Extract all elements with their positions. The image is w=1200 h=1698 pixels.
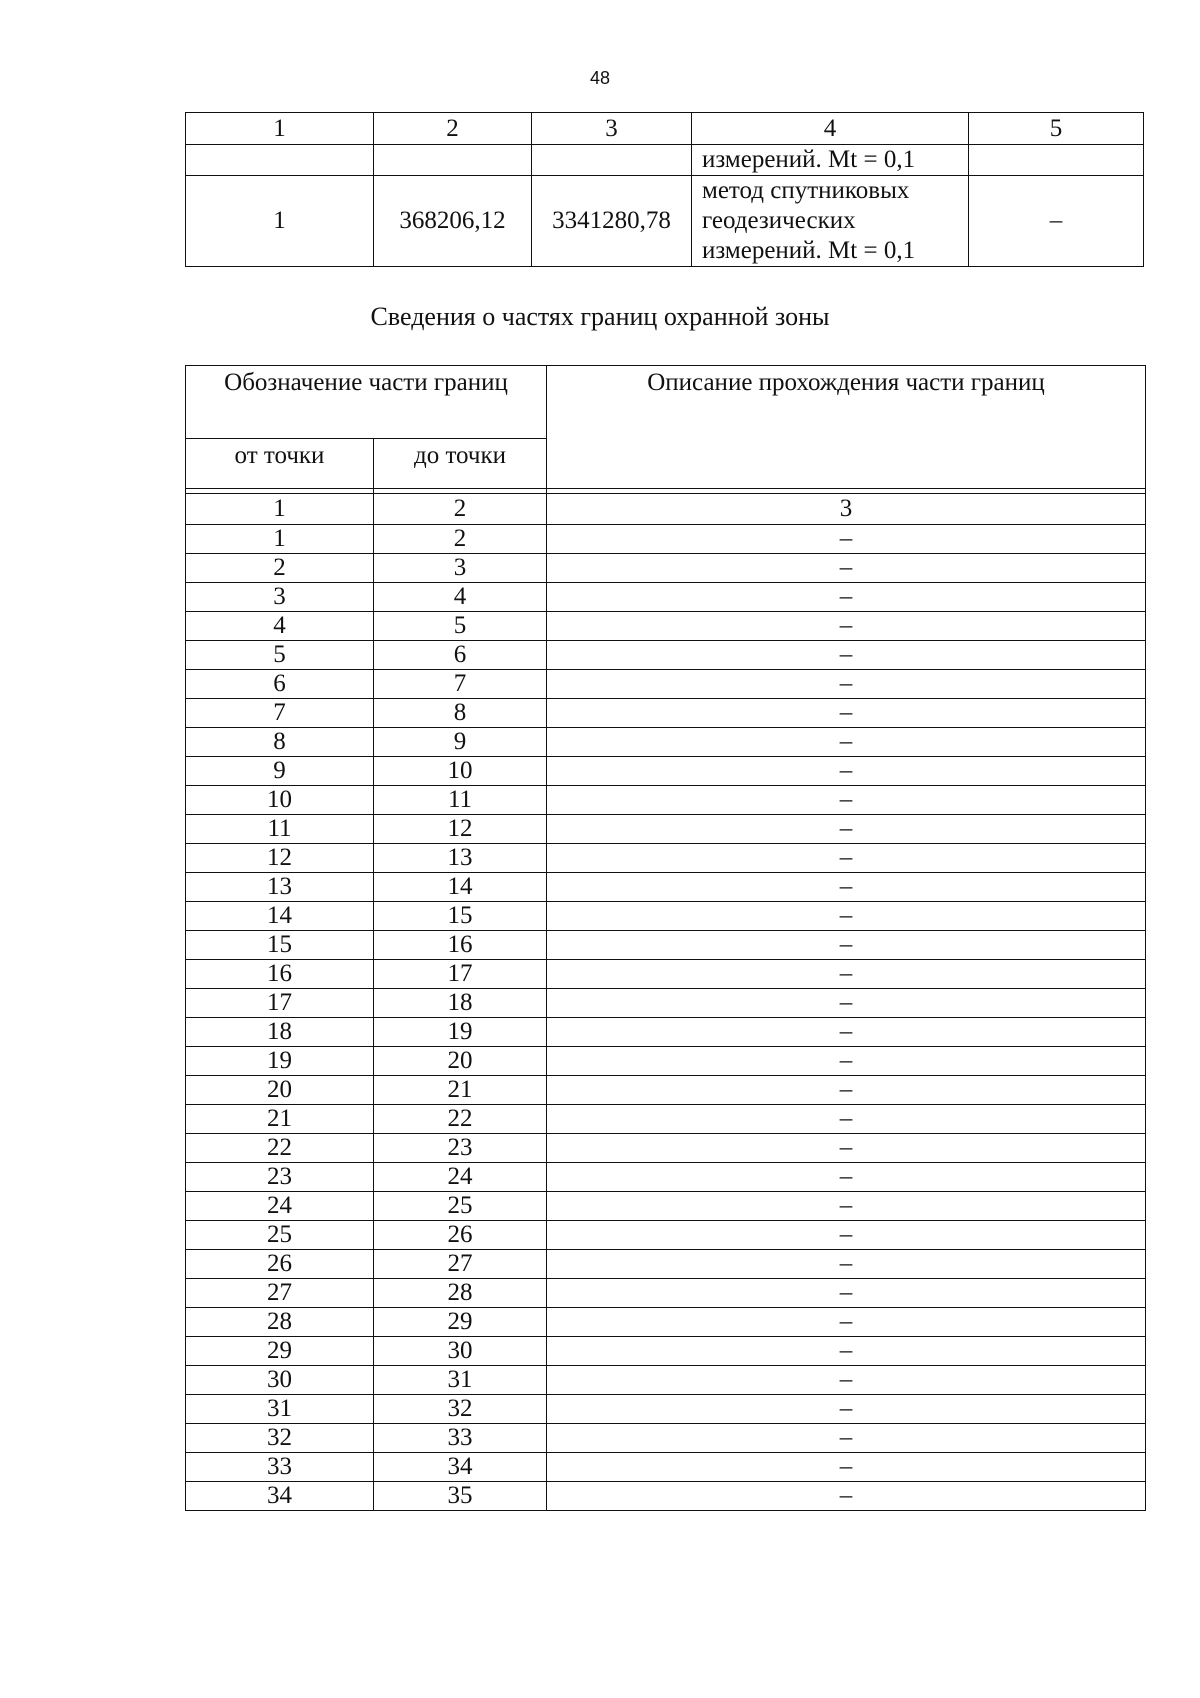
- table-row: [186, 583, 1146, 612]
- table-row: [186, 525, 1146, 554]
- from-point: 32: [186, 1424, 374, 1453]
- header-boundary-designation: Обозначение части границ: [186, 366, 547, 439]
- coordinate-y: [532, 145, 692, 176]
- table-row: [186, 176, 1144, 267]
- point-note: –: [969, 176, 1144, 267]
- to-point: 3: [374, 554, 547, 583]
- header-to-point: до точки: [374, 439, 547, 489]
- table-row: [186, 757, 1146, 786]
- from-point: 13: [186, 873, 374, 902]
- to-point: 6: [374, 641, 547, 670]
- boundary-description: –: [547, 1250, 1146, 1279]
- boundary-description: –: [547, 1482, 1146, 1511]
- from-point: 5: [186, 641, 374, 670]
- table-header-row: [186, 113, 1144, 145]
- from-point: 30: [186, 1366, 374, 1395]
- to-point: 15: [374, 902, 547, 931]
- to-point: 4: [374, 583, 547, 612]
- to-point: 23: [374, 1134, 547, 1163]
- boundary-description: –: [547, 1221, 1146, 1250]
- table-row: [186, 612, 1146, 641]
- method-description: метод спутниковых геодезических измерений. Mt = 0,1: [692, 176, 969, 267]
- boundary-description: –: [547, 699, 1146, 728]
- boundary-description: –: [547, 931, 1146, 960]
- boundary-description: –: [547, 1018, 1146, 1047]
- point-note: [969, 145, 1144, 176]
- boundary-description: –: [547, 612, 1146, 641]
- to-point: 9: [374, 728, 547, 757]
- table-row: [186, 960, 1146, 989]
- from-point: 22: [186, 1134, 374, 1163]
- column-number: 5: [969, 113, 1144, 145]
- boundary-description: –: [547, 1366, 1146, 1395]
- boundary-description: –: [547, 728, 1146, 757]
- to-point: 30: [374, 1337, 547, 1366]
- boundary-description: –: [547, 641, 1146, 670]
- boundary-description: –: [547, 583, 1146, 612]
- table-row: [186, 931, 1146, 960]
- boundary-description: –: [547, 786, 1146, 815]
- boundary-parts-table: [185, 365, 1146, 1511]
- from-point: 24: [186, 1192, 374, 1221]
- to-point: 7: [374, 670, 547, 699]
- from-point: 31: [186, 1395, 374, 1424]
- table-row: [186, 1018, 1146, 1047]
- boundary-description: –: [547, 1308, 1146, 1337]
- to-point: 8: [374, 699, 547, 728]
- boundary-description: –: [547, 815, 1146, 844]
- table-row: [186, 1221, 1146, 1250]
- to-point: 13: [374, 844, 547, 873]
- point-number: [186, 145, 374, 176]
- from-point: 15: [186, 931, 374, 960]
- from-point: 34: [186, 1482, 374, 1511]
- boundary-description: –: [547, 554, 1146, 583]
- coordinate-y: 3341280,78: [532, 176, 692, 267]
- boundary-description: –: [547, 902, 1146, 931]
- coordinate-x: [374, 145, 532, 176]
- table-row: [186, 1453, 1146, 1482]
- to-point: 33: [374, 1424, 547, 1453]
- to-point: 27: [374, 1250, 547, 1279]
- to-point: 17: [374, 960, 547, 989]
- from-point: 6: [186, 670, 374, 699]
- table-row: [186, 902, 1146, 931]
- from-point: 11: [186, 815, 374, 844]
- column-number: 4: [692, 113, 969, 145]
- table-row: [186, 1424, 1146, 1453]
- page-number: 48: [589, 68, 611, 88]
- to-point: 24: [374, 1163, 547, 1192]
- boundary-description: –: [547, 873, 1146, 902]
- boundary-parts-body: [186, 525, 1146, 1511]
- table-row: [186, 699, 1146, 728]
- table-row: [186, 844, 1146, 873]
- boundary-description: –: [547, 844, 1146, 873]
- from-point: 12: [186, 844, 374, 873]
- table-row: [186, 1076, 1146, 1105]
- table-row: [186, 1279, 1146, 1308]
- table-row: [186, 786, 1146, 815]
- from-point: 19: [186, 1047, 374, 1076]
- to-point: 35: [374, 1482, 547, 1511]
- from-point: 2: [186, 554, 374, 583]
- from-point: 4: [186, 612, 374, 641]
- table-row: [186, 989, 1146, 1018]
- from-point: 7: [186, 699, 374, 728]
- from-point: 10: [186, 786, 374, 815]
- from-point: 21: [186, 1105, 374, 1134]
- column-number-row: [186, 494, 1146, 525]
- table-row: [186, 873, 1146, 902]
- table-row: [186, 145, 1144, 176]
- to-point: 5: [374, 612, 547, 641]
- boundary-description: –: [547, 757, 1146, 786]
- to-point: 20: [374, 1047, 547, 1076]
- from-point: 28: [186, 1308, 374, 1337]
- coordinates-table-continuation: [185, 112, 1144, 267]
- table-row: [186, 1395, 1146, 1424]
- to-point: 29: [374, 1308, 547, 1337]
- from-point: 27: [186, 1279, 374, 1308]
- table-row: [186, 1366, 1146, 1395]
- to-point: 34: [374, 1453, 547, 1482]
- to-point: 31: [374, 1366, 547, 1395]
- boundary-description: –: [547, 670, 1146, 699]
- section-title: Сведения о частях границ охранной зоны: [370, 302, 830, 331]
- to-point: 16: [374, 931, 547, 960]
- table-header-row: [186, 366, 1146, 439]
- table-row: [186, 641, 1146, 670]
- boundary-description: –: [547, 1076, 1146, 1105]
- from-point: 23: [186, 1163, 374, 1192]
- boundary-description: –: [547, 1163, 1146, 1192]
- to-point: 28: [374, 1279, 547, 1308]
- to-point: 10: [374, 757, 547, 786]
- boundary-description: –: [547, 1279, 1146, 1308]
- column-number: 1: [186, 494, 374, 525]
- from-point: 29: [186, 1337, 374, 1366]
- to-point: 14: [374, 873, 547, 902]
- to-point: 11: [374, 786, 547, 815]
- from-point: 1: [186, 525, 374, 554]
- boundary-description: –: [547, 1337, 1146, 1366]
- table-row: [186, 1134, 1146, 1163]
- table-row: [186, 670, 1146, 699]
- to-point: 12: [374, 815, 547, 844]
- table-row: [186, 1163, 1146, 1192]
- to-point: 26: [374, 1221, 547, 1250]
- column-number: 2: [374, 494, 547, 525]
- column-number: 3: [532, 113, 692, 145]
- from-point: 14: [186, 902, 374, 931]
- column-number: 2: [374, 113, 532, 145]
- to-point: 22: [374, 1105, 547, 1134]
- boundary-description: –: [547, 989, 1146, 1018]
- column-number: 3: [547, 494, 1146, 525]
- boundary-description: –: [547, 1395, 1146, 1424]
- from-point: 25: [186, 1221, 374, 1250]
- to-point: 32: [374, 1395, 547, 1424]
- from-point: 9: [186, 757, 374, 786]
- to-point: 19: [374, 1018, 547, 1047]
- to-point: 21: [374, 1076, 547, 1105]
- from-point: 20: [186, 1076, 374, 1105]
- from-point: 8: [186, 728, 374, 757]
- to-point: 2: [374, 525, 547, 554]
- table-row: [186, 815, 1146, 844]
- table-row: [186, 1337, 1146, 1366]
- table-row: [186, 1047, 1146, 1076]
- column-number: 1: [186, 113, 374, 145]
- from-point: 16: [186, 960, 374, 989]
- table-row: [186, 728, 1146, 757]
- table-row: [186, 1308, 1146, 1337]
- from-point: 3: [186, 583, 374, 612]
- table-row: [186, 554, 1146, 583]
- boundary-description: –: [547, 1453, 1146, 1482]
- from-point: 18: [186, 1018, 374, 1047]
- table-row: [186, 1105, 1146, 1134]
- table-row: [186, 1192, 1146, 1221]
- boundary-description: –: [547, 1047, 1146, 1076]
- from-point: 17: [186, 989, 374, 1018]
- to-point: 18: [374, 989, 547, 1018]
- boundary-description: –: [547, 525, 1146, 554]
- method-description: измерений. Mt = 0,1: [692, 145, 969, 176]
- table-row: [186, 1482, 1146, 1511]
- boundary-description: –: [547, 1424, 1146, 1453]
- from-point: 33: [186, 1453, 374, 1482]
- header-from-point: от точки: [186, 439, 374, 489]
- header-boundary-description: Описание прохождения части границ: [547, 366, 1146, 489]
- point-number: 1: [186, 176, 374, 267]
- boundary-description: –: [547, 960, 1146, 989]
- boundary-description: –: [547, 1192, 1146, 1221]
- coordinate-x: 368206,12: [374, 176, 532, 267]
- boundary-description: –: [547, 1134, 1146, 1163]
- from-point: 26: [186, 1250, 374, 1279]
- boundary-description: –: [547, 1105, 1146, 1134]
- to-point: 25: [374, 1192, 547, 1221]
- table-row: [186, 1250, 1146, 1279]
